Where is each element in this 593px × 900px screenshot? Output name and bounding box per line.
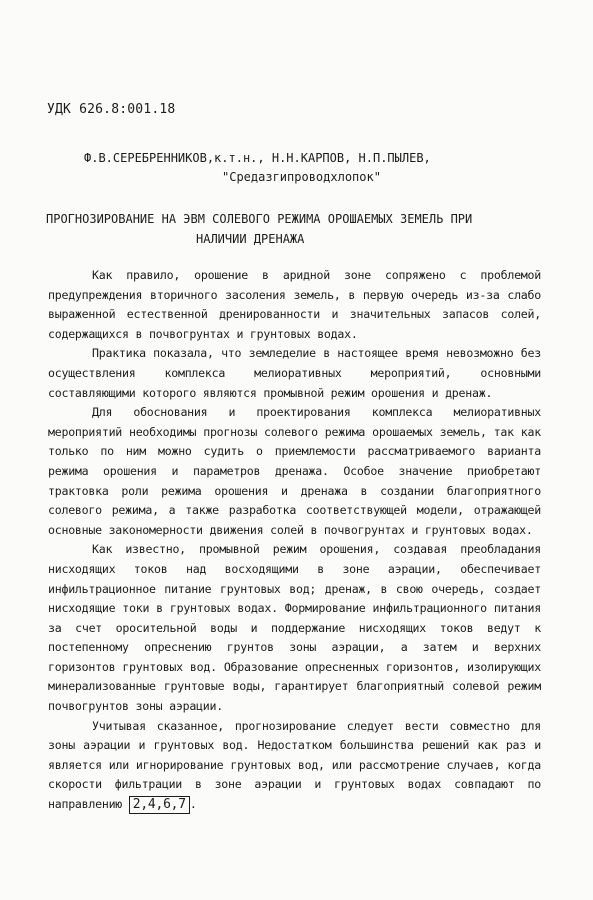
paragraph-4: Как известно, промывной режим орошения, создавая преобладания нисходящих токов над восходящими в зоне аэрации, обеспечивает инфильтрационное питание грунтовых вод; дренаж, в свою очередь, создает нисходящие токи в грунтовых водах. Формирование инфильтрационного питания за счет оросительной воды и поддержание нисходящих токов ведут к постепенному опреснению грунтов зоны аэрации, а затем и верхних горизонтов грунтовых вод. Образование опресненных горизонтов, изолирующих минерализованные грунтовые воды, гарантирует благоприятный солевой режим почвогрунтов зоны аэрации. [48,542,541,714]
paragraph-5-period: . [189,797,197,812]
udc-code: УДК 626.8:001.18 [47,102,176,117]
title-line-1: ПРОГНОЗИРОВАНИЕ НА ЭВМ СОЛЕВОГО РЕЖИМА ОРОШАЕМЫХ ЗЕМЕЛЬ ПРИ [46,212,473,226]
paper-title [46,209,546,249]
citation-reference: 2,4,6,7 [129,796,190,814]
paragraph-5-text: Учитывая сказанное, прогнозирование следует вести совместно для зоны аэрации и грунтовых вод. Недостатком большинства решений как раз и является или игнорирование грунтовых вод, или рассмотрение случаев, когда скорости фильтрации в зоне аэрации и грунтовых водах совпадают по направлению [48,718,541,812]
paragraph-2: Практика показала, что земледелие в настоящее время невозможно без осуществления комплекса мелиоративных мероприятий, основными составляющими которого являются промывной режим орошения и дренаж. [48,346,541,400]
author-block [84,149,554,187]
paragraph-5 [48,717,541,815]
paragraph-3: Для обоснования и проектирования комплекса мелиоративных мероприятий необходимы прогнозы солевого режима орошаемых земель, так как только по ним можно судить о приемлемости рассматриваемого варианта режима орошения и параметров дренажа. Особое значение приобретают трактовка роли режима орошения и дренажа в создании благоприятного солевого режима, а также разработка соответствующей модели, отражающей основные закономерности движения солей в почвогрунтах и грунтовых водах. [48,405,541,537]
title-line-2: НАЛИЧИИ ДРЕНАЖА [196,232,305,246]
body-text [48,266,541,815]
author-affiliation: "Средазгипроводхлопок" [222,170,381,184]
author-names: Ф.В.СЕРЕБРЕННИКОВ,к.т.н., Н.Н.КАРПОВ, Н.П.ПЫЛЕВ, [84,151,431,165]
paragraph-1: Как правило, орошение в аридной зоне сопряжено с проблемой предупреждения вторичного засоления земель, в первую очередь из-за слабо выраженной естественной дренированности и значительных запасов солей, содержащихся в почвогрунтах и грунтовых водах. [48,268,541,341]
